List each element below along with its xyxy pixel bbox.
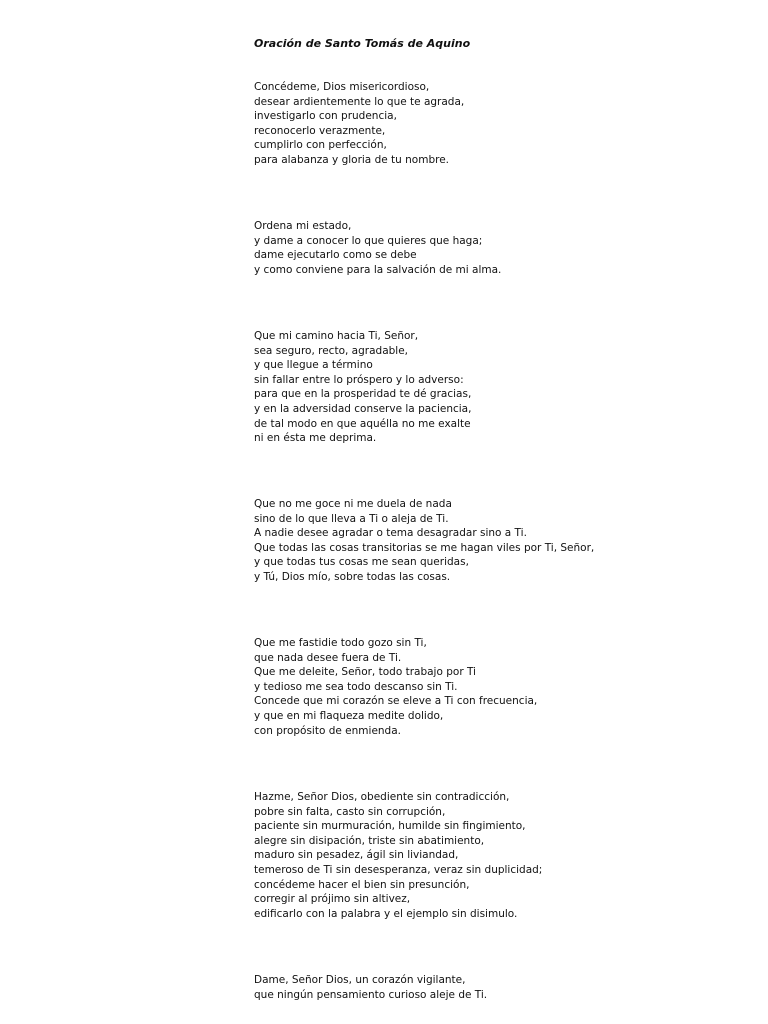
stanza-line: Concede que mi corazón se eleve a Ti con frecuencia, (254, 695, 538, 708)
stanza-line: y que en mi flaqueza medite dolido, (254, 709, 444, 722)
stanza-line: concédeme hacer el bien sin presunción, (254, 878, 470, 891)
stanza-line: Que me fastidie todo gozo sin Ti, (254, 637, 427, 649)
stanza-line: para alabanza y gloria de tu nombre. (254, 153, 450, 166)
stanza-line: y que llegue a término (254, 359, 373, 372)
stanza-line: y en la adversidad conserve la paciencia, (254, 402, 472, 415)
stanza-line: cumplirlo con perfección, (254, 139, 387, 152)
stanza-6 (254, 790, 542, 921)
stanza-line: con propósito de enmienda. (254, 724, 401, 737)
stanza-line: Que me deleite, Señor, todo trabajo por Ti (254, 666, 476, 679)
stanza-line: Que todas las cosas transitorias se me hagan viles por Ti, Señor, (254, 541, 595, 554)
stanza-line: paciente sin murmuración, humilde sin fingimiento, (254, 820, 526, 833)
stanza-line: temeroso de Ti sin desesperanza, veraz sin duplicidad; (254, 863, 543, 876)
stanza-4 (254, 497, 594, 585)
stanza-line: y que todas tus cosas me sean queridas, (254, 556, 469, 569)
document-title: Oración de Santo Tomás de Aquino (254, 37, 471, 50)
stanza-3 (254, 329, 471, 446)
stanza-1 (254, 80, 464, 168)
stanza-line: maduro sin pesadez, ágil sin liviandad, (254, 849, 459, 862)
stanza-line: Dame, Señor Dios, un corazón vigilante, (254, 974, 466, 986)
stanza-line: Que no me goce ni me duela de nada (254, 498, 452, 510)
stanza-line: sin fallar entre lo próspero y lo adverso: (254, 373, 464, 386)
stanza-line: Ordena mi estado, (254, 220, 352, 232)
stanza-7 (254, 973, 487, 1002)
stanza-line: sea seguro, recto, agradable, (254, 344, 409, 357)
stanza-line: y tedioso me sea todo descanso sin Ti. (254, 680, 458, 693)
stanza-line: reconocerlo verazmente, (254, 124, 386, 137)
stanza-line: edificarlo con la palabra y el ejemplo sin disimulo. (254, 907, 518, 920)
stanza-line: desear ardientemente lo que te agrada, (254, 95, 465, 108)
stanza-line: Que mi camino hacia Ti, Señor, (254, 330, 419, 342)
stanza-5 (254, 636, 537, 738)
stanza-line: que nada desee fuera de Ti. (254, 651, 402, 664)
stanza-line: de tal modo en que aquélla no me exalte (254, 417, 471, 430)
stanza-line: y dame a conocer lo que quieres que haga; (254, 234, 483, 247)
stanza-line: alegre sin disipación, triste sin abatimiento, (254, 834, 485, 847)
stanza-2 (254, 219, 501, 277)
stanza-line: Hazme, Señor Dios, obediente sin contradicción, (254, 791, 510, 803)
stanza-line: y Tú, Dios mío, sobre todas las cosas. (254, 570, 451, 583)
stanza-line: ni en ésta me deprima. (254, 432, 377, 445)
stanza-line: dame ejecutarlo como se debe (254, 249, 417, 262)
stanza-line: y como conviene para la salvación de mi alma. (254, 263, 502, 276)
stanza-line: sino de lo que lleva a Ti o aleja de Ti. (254, 512, 449, 525)
stanza-line: A nadie desee agradar o tema desagradar sino a Ti. (254, 527, 527, 540)
stanza-line: para que en la prosperidad te dé gracias, (254, 388, 472, 401)
stanza-line: que ningún pensamiento curioso aleje de Ti. (254, 988, 488, 1001)
stanza-line: corregir al prójimo sin altivez, (254, 893, 411, 906)
stanza-line: pobre sin falta, casto sin corrupción, (254, 805, 446, 818)
stanza-line: investigarlo con prudencia, (254, 110, 397, 123)
stanza-line: Concédeme, Dios misericordioso, (254, 81, 430, 93)
